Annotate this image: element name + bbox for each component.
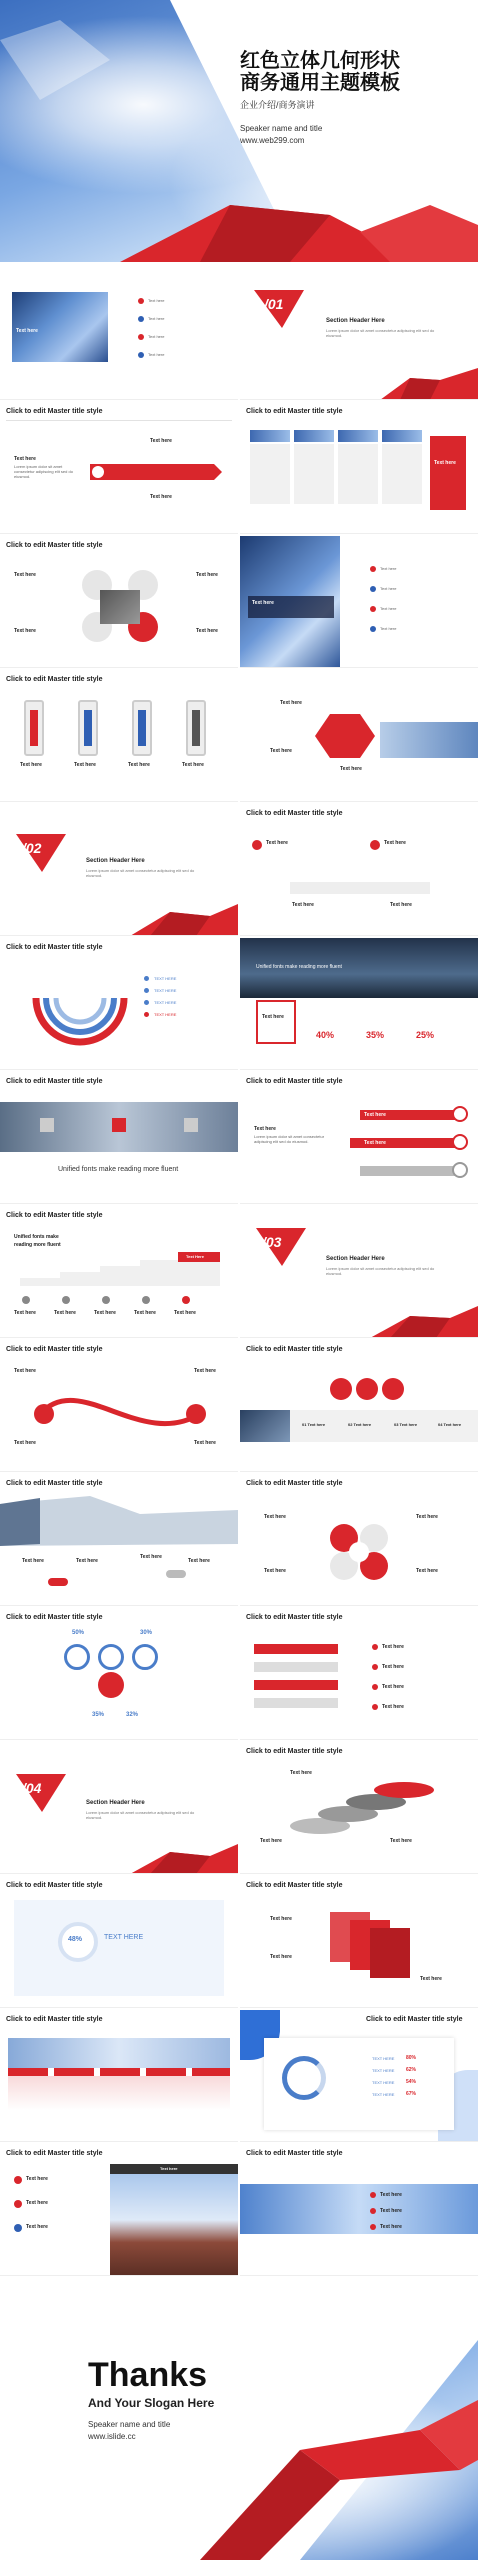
phone-3-fill: [138, 710, 146, 746]
ladder-label-4: Text here: [382, 1704, 404, 1710]
section-04-title: Section Header Here: [86, 1800, 145, 1806]
proc-bar: [290, 882, 430, 894]
icon-circle-3: [382, 1378, 404, 1400]
people-ring-4: [98, 1672, 124, 1698]
cover-url: www.web299.com: [240, 136, 305, 145]
card-photo-1: [250, 430, 290, 442]
section-02-title: Section Header Here: [86, 858, 145, 864]
tl-label-2: Text here: [54, 1310, 76, 1316]
tower-header-text: Text here: [160, 2166, 178, 2171]
proc-label-3: Text here: [292, 902, 314, 908]
bars-title: Click to edit Master title style: [366, 2016, 463, 2023]
arc-text-3: TEXT HERE: [154, 1000, 177, 1005]
col-5: [192, 2068, 230, 2076]
section-03-title: Section Header Here: [326, 1256, 385, 1262]
ladder-dot-2: [372, 1664, 378, 1670]
pb-text-4: Text here: [380, 626, 397, 631]
card-1: [250, 444, 290, 504]
slide-columns-photo: [0, 2010, 238, 2142]
cover-white-wedge: [0, 0, 478, 262]
slide-process: [240, 804, 478, 936]
slide-title: Click to edit Master title style: [246, 1346, 343, 1353]
diamond-label-1: Text here: [280, 700, 302, 706]
pb-text-1: Text here: [380, 566, 397, 571]
tl-node-4: [142, 1296, 150, 1304]
closing-title: Thanks: [88, 2356, 208, 2394]
col-2: [54, 2068, 94, 2076]
slide-photo-bullets: [240, 536, 478, 668]
bars-label-2: TEXT HERE: [372, 2068, 395, 2073]
stat-3: 25%: [416, 1030, 435, 1040]
building-photo: [12, 292, 108, 362]
curve-label-1: Text here: [14, 1368, 36, 1374]
label-tl: Text here: [14, 572, 36, 578]
tl-label-4: Text here: [134, 1310, 156, 1316]
slide-curve-arrow: [0, 1340, 238, 1472]
ribbon-ring-1: [452, 1106, 468, 1122]
bullet-2: [138, 316, 144, 322]
tower-label-3: Text here: [26, 2224, 48, 2230]
closing-slide: [0, 2280, 478, 2560]
col-4: [146, 2068, 186, 2076]
sky-label-2: Text here: [380, 2208, 402, 2214]
people-pct-d: 32%: [126, 1712, 139, 1718]
cover-title-1: 红色立体几何形状: [240, 50, 400, 72]
proc-label-1: Text here: [266, 840, 288, 846]
slide-3d-steps: [240, 1742, 478, 1874]
card-photo-3: [338, 430, 378, 442]
slide-flower: [240, 1474, 478, 1606]
stats-headline: Unified fonts make reading more fluent: [256, 964, 342, 970]
sky-dot-2: [370, 2208, 376, 2214]
card-4: [382, 444, 422, 504]
closing-white-wedge: [0, 2280, 478, 2560]
tower-label-1: Text here: [26, 2176, 48, 2182]
banner-icon-1: [40, 1118, 54, 1132]
slide-title: Click to edit Master title style: [6, 2016, 103, 2023]
tl-badge-text: Text Here: [186, 1254, 204, 1259]
cube-label-3: Text here: [420, 1976, 442, 1982]
card-photo-2: [294, 430, 334, 442]
ribbon-ring-3: [452, 1162, 468, 1178]
building-shape: [0, 1474, 238, 1606]
slide-title: Click to edit Master title style: [246, 1748, 343, 1755]
tl-head-1: Unified fonts make: [14, 1234, 59, 1240]
flower-label-4: Text here: [416, 1568, 438, 1574]
curve-label-2: Text here: [194, 1368, 216, 1374]
slide-circle-pct: [0, 1876, 238, 2008]
arrow-shape: [0, 402, 238, 534]
bars-pct-1: 80%: [406, 2055, 417, 2061]
slide-photo-cards: [240, 402, 478, 534]
icons-row-label-2: 02 Text here: [348, 1422, 372, 1427]
building-label-3: Text here: [140, 1554, 162, 1560]
tl-label-1: Text here: [14, 1310, 36, 1316]
card-2: [294, 444, 334, 504]
slide-title: Click to edit Master title style: [6, 1078, 103, 1085]
proc-dot-1: [252, 840, 262, 850]
ribbon-left-text: Lorem ipsum dolor sit amet consectetur adipiscing elit sed do eiusmod.: [254, 1134, 325, 1145]
people-pct-c: 35%: [92, 1712, 105, 1718]
flower-label-1: Text here: [264, 1514, 286, 1520]
cube-shape: [240, 1876, 478, 2008]
stats-card-label: Text here: [262, 1014, 284, 1020]
slide-title: Click to edit Master title style: [6, 1882, 103, 1889]
curve-label-3: Text here: [14, 1440, 36, 1446]
section-04-number: /04: [22, 1780, 42, 1796]
icon-circle-2: [356, 1378, 378, 1400]
tower-dot-3: [14, 2224, 22, 2232]
bars-pct-4: 67%: [406, 2091, 417, 2097]
flower-label-3: Text here: [416, 1514, 438, 1520]
sky-dot-1: [370, 2192, 376, 2198]
slide-title: Click to edit Master title style: [6, 2150, 103, 2157]
building-label-1: Text here: [22, 1558, 44, 1564]
slide-tower: [0, 2144, 238, 2276]
bullet-text-1: Text here: [148, 298, 165, 303]
slide-section-02: [0, 804, 238, 936]
slide-title: Click to edit Master title style: [246, 1614, 343, 1621]
slide-title: Click to edit Master title style: [246, 1480, 343, 1487]
arrow-bottom-label: Text here: [150, 494, 172, 500]
slide-title: Click to edit Master title style: [6, 408, 103, 415]
circle-panel: [14, 1900, 224, 1996]
bullet-4: [138, 352, 144, 358]
banner-icon-3: [184, 1118, 198, 1132]
slide-title: Click to edit Master title style: [6, 542, 103, 549]
tl-node-2: [62, 1296, 70, 1304]
left-label: Text here: [14, 456, 36, 462]
tl-node-3: [102, 1296, 110, 1304]
proc-dot-2: [370, 840, 380, 850]
slide-people: [0, 1608, 238, 1740]
bars-pct-2: 62%: [406, 2067, 417, 2073]
cube-label-2: Text here: [270, 1954, 292, 1960]
phone-label-3: Text here: [128, 762, 150, 768]
cube-label-1: Text here: [270, 1916, 292, 1922]
arc-legend-3: [144, 1000, 149, 1005]
arrow-top-label: Text here: [150, 438, 172, 444]
pb-text-3: Text here: [380, 606, 397, 611]
proc-label-4: Text here: [390, 902, 412, 908]
diamond-label-3: Text here: [270, 748, 292, 754]
bars-pct-3: 54%: [406, 2079, 417, 2085]
building-pill: [48, 1578, 68, 1586]
ladder-label-3: Text here: [382, 1684, 404, 1690]
phone-label-2: Text here: [74, 762, 96, 768]
photo-overlay-text: Text here: [252, 600, 274, 606]
cover-speaker: Speaker name and title: [240, 124, 323, 133]
building-label-2: Text here: [76, 1558, 98, 1564]
card-highlight-label: Text here: [434, 460, 456, 466]
bars-label-4: TEXT HERE: [372, 2092, 395, 2097]
phone-label-4: Text here: [182, 762, 204, 768]
card-photo-4: [382, 430, 422, 442]
icons-row-label-1: 01 Text here: [302, 1422, 326, 1427]
sky-label-1: Text here: [380, 2192, 402, 2198]
people-ring-2: [98, 1644, 124, 1670]
pb-text-2: Text here: [380, 586, 397, 591]
ladder-dot-1: [372, 1644, 378, 1650]
label-bl: Text here: [14, 628, 36, 634]
bars-ring: [282, 2056, 326, 2100]
ladder-dot-3: [372, 1684, 378, 1690]
arc-legend-4: [144, 1012, 149, 1017]
ladder-bar-1: [254, 1644, 338, 1654]
label-br: Text here: [196, 628, 218, 634]
closing-slogan: And Your Slogan Here: [88, 2396, 215, 2410]
ladder-bar-2: [254, 1662, 338, 1672]
banner-icon-2: [112, 1118, 126, 1132]
icon-circle-1: [330, 1378, 352, 1400]
left-text: Lorem ipsum dolor sit amet consectetur adipiscing elit sed do eiusmod.: [14, 464, 73, 480]
ladder-label-1: Text here: [382, 1644, 404, 1650]
people-pct-b: 30%: [140, 1630, 153, 1636]
tower-dot-1: [14, 2176, 22, 2184]
col-fade: [8, 2076, 230, 2110]
bullet-text-2: Text here: [148, 316, 165, 321]
slide-stats-photo: [240, 938, 478, 1070]
stat-1: 40%: [316, 1030, 335, 1040]
card-3: [338, 444, 378, 504]
slide-title: Click to edit Master title style: [246, 1882, 343, 1889]
tower-photo: [110, 2164, 238, 2276]
slide-sky-bullets: [240, 2144, 478, 2276]
ladder-dot-4: [372, 1704, 378, 1710]
section-02-number: /02: [22, 840, 42, 856]
slide-arc-chart: [0, 938, 238, 1070]
ladder-bar-3: [254, 1680, 338, 1690]
ladder-label-2: Text here: [382, 1664, 404, 1670]
arc-legend-1: [144, 976, 149, 981]
people-ring-1: [64, 1644, 90, 1670]
arc-legend-2: [144, 988, 149, 993]
tl-node-1: [22, 1296, 30, 1304]
ribbon-ring-2: [452, 1134, 468, 1150]
ribbon-3: [360, 1166, 456, 1176]
slide-ladder: [240, 1608, 478, 1740]
arc-text-4: TEXT HERE: [154, 1012, 177, 1017]
col-3: [100, 2068, 140, 2076]
people-ring-3: [132, 1644, 158, 1670]
steps-label-3: Text here: [260, 1838, 282, 1844]
section-04-shapes: [0, 1742, 238, 1874]
slide-title: Click to edit Master title style: [6, 944, 103, 951]
col-1: [8, 2068, 48, 2076]
stat-2: 35%: [366, 1030, 385, 1040]
slide-phones: [0, 670, 238, 802]
tower-label-2: Text here: [26, 2200, 48, 2206]
tl-label-5: Text here: [174, 1310, 196, 1316]
slide-banner: [0, 1072, 238, 1204]
slide-section-04: [0, 1742, 238, 1874]
cover-subtitle: 企业介绍/商务演讲: [240, 100, 315, 110]
slide-title: Click to edit Master title style: [6, 1346, 103, 1353]
icons-row-photo: [240, 1410, 290, 1442]
diamond-label-2: Text here: [340, 766, 362, 772]
flower-shape: [240, 1474, 478, 1606]
icons-row-label-4: 04 Text here: [438, 1422, 462, 1427]
ribbon-left-label: Text here: [254, 1126, 276, 1132]
arc-shapes: [0, 938, 238, 1070]
bullet-text-4: Text here: [148, 352, 165, 357]
phone-4-fill: [192, 710, 200, 746]
center-photo: [100, 590, 140, 624]
ribbon-label-1: Text here: [364, 1112, 386, 1118]
pb-dot-1: [370, 566, 376, 572]
tower-dot-2: [14, 2200, 22, 2208]
bullet-3: [138, 334, 144, 340]
tl-node-5: [182, 1296, 190, 1304]
timeline-steps: [0, 1206, 238, 1338]
tl-head-2: reading more fluent: [14, 1242, 61, 1248]
building-label-4: Text here: [188, 1558, 210, 1564]
proc-label-2: Text here: [384, 840, 406, 846]
slide-bars-right: [240, 2010, 478, 2142]
banner-headline: Unified fonts make reading more fluent: [58, 1166, 179, 1173]
stats-card: [256, 1000, 296, 1044]
pct-label: TEXT HERE: [104, 1934, 144, 1941]
slide-title: Click to edit Master title style: [6, 1212, 103, 1219]
ladder-bar-4: [254, 1698, 338, 1708]
sky-label-3: Text here: [380, 2224, 402, 2230]
flower-label-2: Text here: [264, 1568, 286, 1574]
slide-circle-cluster: [0, 536, 238, 668]
pb-dot-4: [370, 626, 376, 632]
section-03-number: /03: [262, 1234, 282, 1250]
sky-dot-3: [370, 2224, 376, 2230]
bars-label-3: TEXT HERE: [372, 2080, 395, 2085]
steps-label-1: Text here: [290, 1770, 312, 1776]
slide-cube-steps: [240, 1876, 478, 2008]
section-03-sub: Lorem ipsum dolor sit amet consectetur adipiscing elit sed do eiusmod.: [326, 1266, 435, 1276]
closing-url: www.islide.cc: [88, 2432, 136, 2441]
curve-shape: [0, 1340, 238, 1472]
slide-arrow-list: [0, 402, 238, 534]
bullet-1: [138, 298, 144, 304]
slide-section-01: [240, 268, 478, 400]
tl-label-3: Text here: [94, 1310, 116, 1316]
steps-label-2: Text here: [390, 1838, 412, 1844]
card-highlight: [430, 436, 466, 510]
slide-title: Click to edit Master title style: [6, 1614, 103, 1621]
pb-dot-3: [370, 606, 376, 612]
building-pill-2: [166, 1570, 186, 1578]
photo-label: Text here: [16, 328, 38, 334]
cover-title-2: 商务通用主题模板: [240, 72, 400, 94]
pb-dot-2: [370, 586, 376, 592]
curve-label-4: Text here: [194, 1440, 216, 1446]
pct-value: 48%: [68, 1936, 83, 1943]
cover-slide: [0, 0, 478, 262]
slide-ribbons: [240, 1072, 478, 1204]
label-tr: Text here: [196, 572, 218, 578]
steps-shape: [240, 1742, 478, 1874]
phone-label-1: Text here: [20, 762, 42, 768]
section-01-title: Section Header Here: [326, 318, 385, 324]
columns-photo: [8, 2038, 230, 2068]
closing-speaker: Speaker name and title: [88, 2420, 171, 2429]
slide-title: Click to edit Master title style: [246, 2150, 343, 2157]
slide-title: Click to edit Master title style: [246, 810, 343, 817]
icons-row-label-3: 03 Text here: [394, 1422, 418, 1427]
section-01-number: /01: [264, 296, 284, 312]
arc-text-1: TEXT HERE: [154, 976, 177, 981]
diamond-shapes: [240, 670, 478, 802]
slide-title: Click to edit Master title style: [6, 1480, 103, 1487]
people-pct-a: 50%: [72, 1630, 85, 1636]
slide-title: Click to edit Master title style: [246, 408, 343, 415]
slide-section-03: [240, 1206, 478, 1338]
bullet-text-3: Text here: [148, 334, 165, 339]
phone-1-fill: [30, 710, 38, 746]
section-01-sub: Lorem ipsum dolor sit amet consectetur adipiscing elit sed do eiusmod.: [326, 328, 435, 338]
phone-2-fill: [84, 710, 92, 746]
slide-timeline: [0, 1206, 238, 1338]
slide-icons-row: [240, 1340, 478, 1472]
slide-diamond: [240, 670, 478, 802]
slide-building: [0, 1474, 238, 1606]
section-04-sub: Lorem ipsum dolor sit amet consectetur adipiscing elit sed do eiusmod.: [86, 1810, 195, 1820]
slide-title: Click to edit Master title style: [246, 1078, 343, 1085]
sky-photo: [240, 2184, 478, 2234]
ribbon-label-2: Text here: [364, 1140, 386, 1146]
bars-label-1: TEXT HERE: [372, 2056, 395, 2061]
slide-title: Click to edit Master title style: [6, 676, 103, 683]
section-02-sub: Lorem ipsum dolor sit amet consectetur adipiscing elit sed do eiusmod.: [86, 868, 195, 878]
arc-text-2: TEXT HERE: [154, 988, 177, 993]
slide-agenda-photo: [0, 268, 238, 400]
